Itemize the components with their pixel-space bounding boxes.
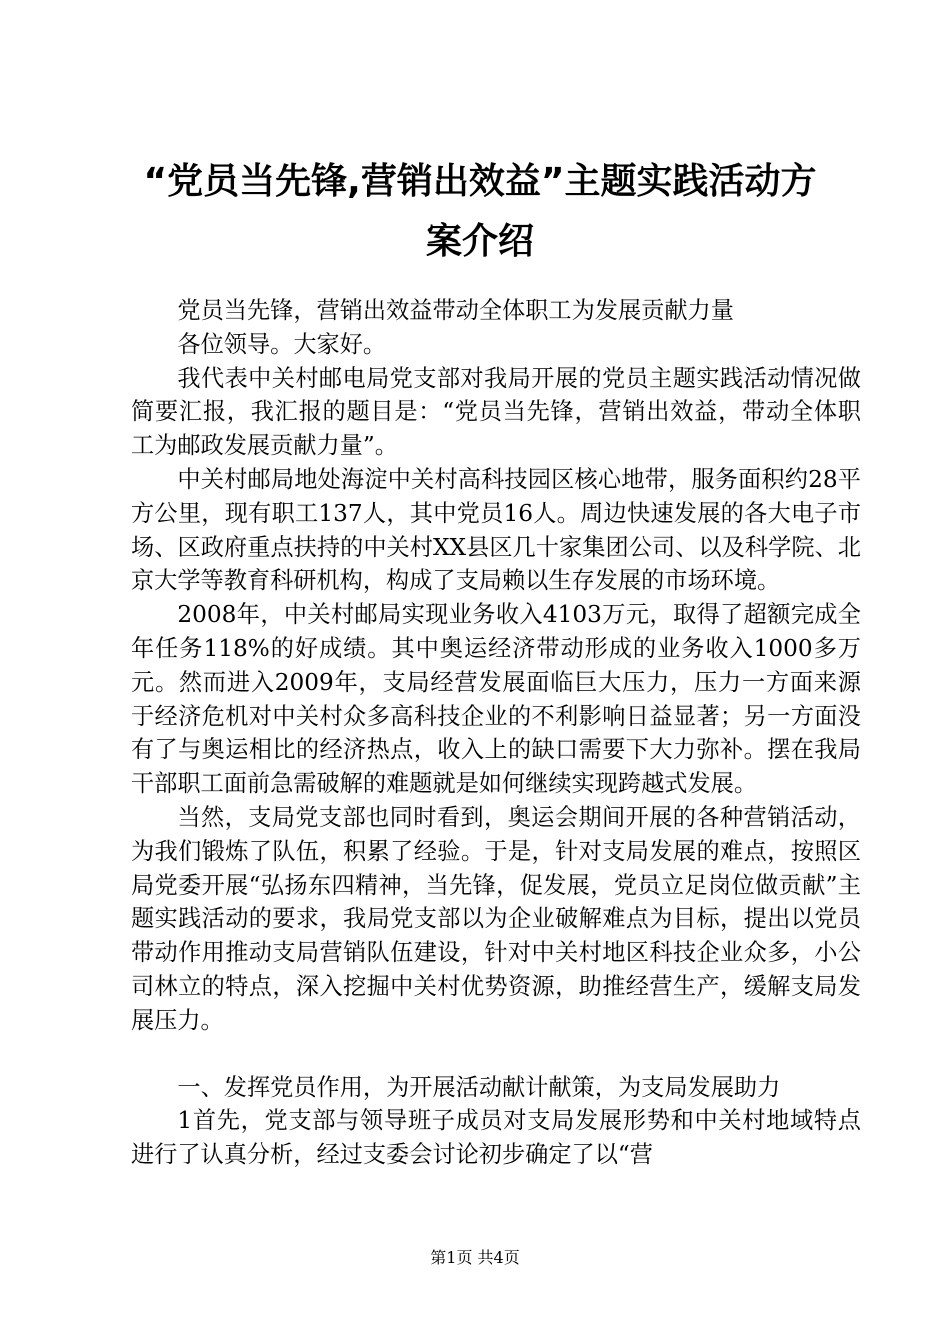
body-paragraph: 中关村邮局地处海淀中关村高科技园区核心地带，服务面积约28平方公里，现有职工137人，其中党员16人。周边快速发展的各大电子市场、区政府重点扶持的中关村XX县区几十家集团公司、以及科学院、北京大学等教育科研机构，构成了支局赖以生存发展的市场环境。 <box>131 465 861 595</box>
body-paragraph: 当然，支局党支部也同时看到，奥运会期间开展的各种营销活动，为我们锻炼了队伍，积累了经验。于是，针对支局发展的难点，按照区局党委开展“弘扬东四精神，当先锋，促发展，党员立足岗位做贡献”主题实践活动的要求，我局党支部以为企业破解难点为目标，提出以党员带动作用推动支局营销队伍建设，针对中关村地区科技企业众多，小公司林立的特点，深入挖掘中关村优势资源，助推经营生产，缓解支局发展压力。 <box>131 803 861 1034</box>
body-paragraph: 1首先，党支部与领导班子成员对支局发展形势和中关村地域特点进行了认真分析，经过支委会讨论初步确定了以“营 <box>131 1107 861 1169</box>
page-footer: 第1页 共4页 <box>430 1248 520 1267</box>
body-paragraph: 2008年，中关村邮局实现业务收入4103万元，取得了超额完成全年任务118%的好成绩。其中奥运经济带动形成的业务收入1000多万元。然而进入2009年，支局经营发展面临巨大压力，压力一方面来源于经济危机对中关村众多高科技企业的不利影响日益显著；另一方面没有了与奥运相比的经济热点，收入上的缺口需要下大力弥补。摆在我局干部职工面前急需破解的难题就是如何继续实现跨越式发展。 <box>131 601 861 798</box>
body-paragraph: 我代表中关村邮电局党支部对我局开展的党员主题实践活动情况做简要汇报，我汇报的题目是：“党员当先锋，营销出效益，带动全体职工为邮政发展贡献力量”。 <box>131 364 861 460</box>
subtitle-paragraph: 党员当先锋，营销出效益带动全体职工为发展贡献力量 <box>177 297 734 324</box>
document-body <box>131 294 861 1172</box>
document-title-line-1: “党员当先锋,营销出效益”主题实践活动方 <box>143 161 817 202</box>
document-title-line-2: 案介绍 <box>425 221 534 262</box>
greeting-paragraph: 各位领导。大家好。 <box>177 330 387 358</box>
section-heading: 一、发挥党员作用，为开展活动献计献策，为支局发展助力 <box>177 1073 781 1101</box>
